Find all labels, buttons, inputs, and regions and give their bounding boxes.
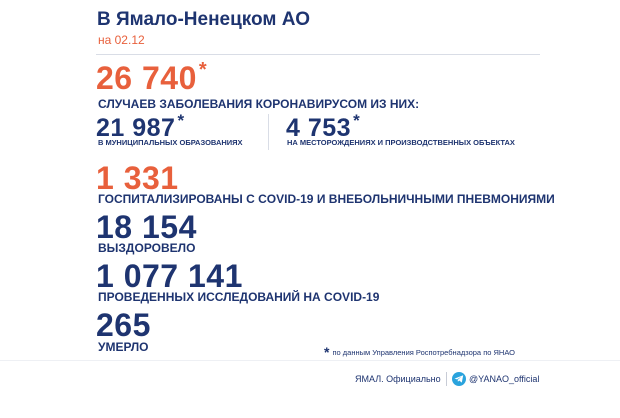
recovered-value: 18 154 [96,209,197,245]
field-cases-number: 4 753 [286,114,352,142]
total-cases-label: СЛУЧАЕВ ЗАБОЛЕВАНИЯ КОРОНАВИРУСОМ ИЗ НИХ: [98,97,420,111]
footnote-star: * [324,344,330,360]
deaths-value: 265 [96,307,151,343]
total-cases-value [96,60,207,97]
telegram-icon[interactable] [452,372,466,386]
hospitalized-value: 1 331 [96,160,179,196]
footer-divider [0,360,620,361]
footnote-text: по данным Управления Роспотребнадзора по ЯНАО [332,348,516,357]
total-cases-number: 26 740 [96,60,197,96]
brand-label: ЯМАЛ. Официально [355,374,441,384]
telegram-handle-link[interactable]: @YANAO_official [469,374,540,384]
vertical-divider [268,114,269,150]
footer-separator [446,372,447,386]
header-divider [96,54,540,55]
footnote [324,342,515,358]
recovered-label: ВЫЗДОРОВЕЛО [98,241,196,255]
municipal-cases-star: * [177,111,185,130]
field-cases-label: НА МЕСТОРОЖДЕНИЯХ И ПРОИЗВОДСТВЕННЫХ ОБЪЕКТАХ [287,138,515,147]
report-date: на 02.12 [98,33,145,47]
tests-label: ПРОВЕДЕННЫХ ИССЛЕДОВАНИЙ НА COVID-19 [98,290,380,304]
hospitalized-label: ГОСПИТАЛИЗИРОВАНЫ С COVID-19 И ВНЕБОЛЬНИЧНЫМИ ПНЕВМОНИЯМИ [98,192,555,206]
municipal-cases-number: 21 987 [96,114,176,142]
tests-value: 1 077 141 [96,258,243,294]
field-cases-star: * [353,111,361,130]
page-title: В Ямало-Ненецком АО [97,9,310,30]
deaths-label: УМЕРЛО [98,340,149,354]
total-cases-star: * [198,59,208,81]
municipal-cases-label: В МУНИЦИПАЛЬНЫХ ОБРАЗОВАНИЯХ [98,138,243,147]
